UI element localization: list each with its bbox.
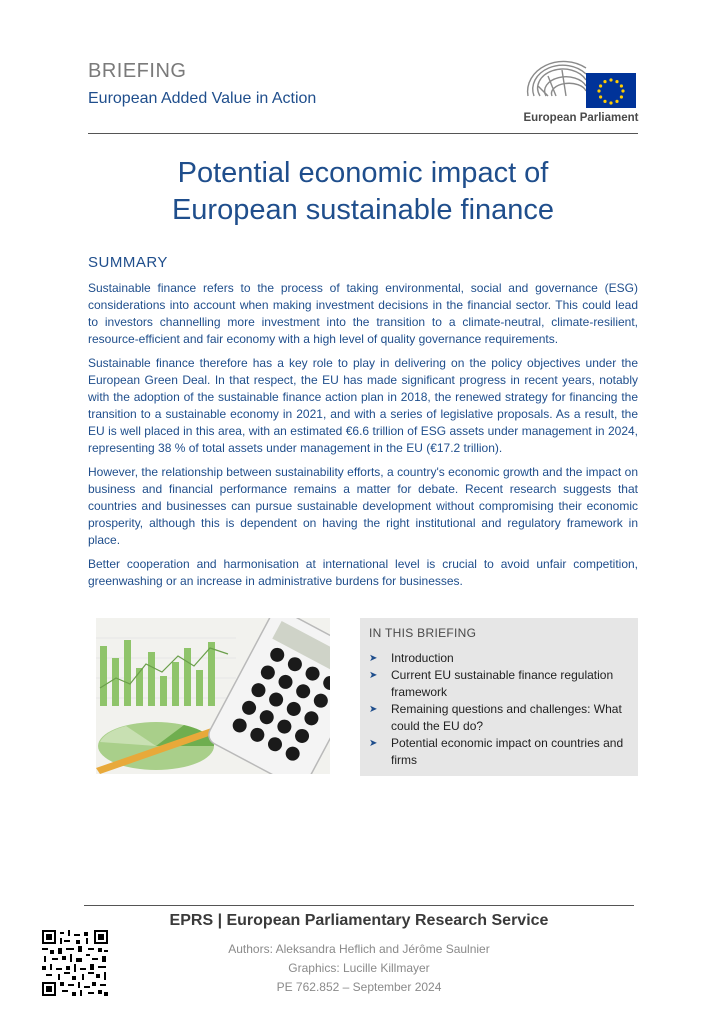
toc-item[interactable]	[369, 650, 628, 667]
toc-item[interactable]	[369, 701, 628, 735]
toc-item[interactable]	[369, 667, 628, 701]
series-subtitle: European Added Value in Action	[88, 90, 317, 107]
footer-organization: EPRS | European Parliamentary Research Service	[169, 912, 549, 929]
arrow-bullet-icon: ➤	[369, 670, 378, 681]
qr-code[interactable]	[42, 930, 108, 996]
footer-reference: PE 762.852 – September 2024	[276, 980, 442, 994]
toc-item-label: Remaining questions and challenges: What could the EU do?	[391, 702, 622, 733]
page-title	[88, 155, 638, 229]
toc-heading: IN THIS BRIEFING	[369, 626, 477, 640]
footer-authors: Authors: Aleksandra Heflich and Jérôme Saulnier	[228, 942, 490, 956]
summary-paragraph: Sustainable finance refers to the process of taking environmental, social and governance (ESG) considerations into account when making investment decisions in the financial sector. This could lead to investors channelling more investment into the transition to a climate-neutral, climate-resilient, resource-efficient and fair economy with a high level of quality governance requirements.	[88, 281, 638, 346]
title-line-2: European sustainable finance	[171, 194, 555, 226]
summary-paragraph: Better cooperation and harmonisation at international level is crucial to avoid unfair competition, greenwashing or an increase in administrative burdens for businesses.	[88, 557, 638, 588]
summary-paragraph: Sustainable finance therefore has a key role to play in delivering on the policy objectives under the European Green Deal. In that respect, the EU has made significant progress in recent years, notably with the adoption of the sustainable finance action plan in 2018, the renewed strategy for financing the transition to a sustainable economy in 2021, and with a series of legislative proposals. As a result, the EU is well placed in this area, with an estimated €6.6 trillion of ESG assets under management in 2024, representing 38 % of total assets under management in the EU (€17.2 trillion).	[88, 356, 638, 455]
toc-item-label: Current EU sustainable finance regulation framework	[391, 668, 614, 699]
arrow-bullet-icon: ➤	[369, 653, 378, 664]
summary-section	[88, 280, 638, 597]
toc-item-label: Introduction	[391, 651, 454, 665]
in-this-briefing-box	[360, 618, 638, 776]
toc-item-label: Potential economic impact on countries and firms	[391, 736, 624, 767]
footer-divider	[84, 905, 634, 906]
arrow-bullet-icon: ➤	[369, 704, 378, 715]
summary-paragraph: However, the relationship between sustainability efforts, a country's economic growth and the impact on business and financial performance remains a matter for debate. Recent research suggests that countries and businesses can pursue sustainable development without compromising their economic prosperity, although this is dependent on having the right institutional and regulatory framework in place.	[88, 465, 638, 547]
finance-illustration-photo	[96, 618, 330, 774]
eu-flag-icon	[586, 73, 636, 108]
document-type: BRIEFING	[88, 60, 187, 82]
toc-item[interactable]	[369, 735, 628, 769]
summary-heading: SUMMARY	[88, 254, 168, 271]
logo-wordmark: European Parliament	[523, 112, 639, 124]
title-line-1: Potential economic impact of	[177, 157, 549, 189]
header-divider	[88, 133, 638, 134]
arrow-bullet-icon: ➤	[369, 738, 378, 749]
hemicycle-icon	[528, 61, 586, 96]
footer-graphics: Graphics: Lucille Killmayer	[288, 961, 430, 975]
